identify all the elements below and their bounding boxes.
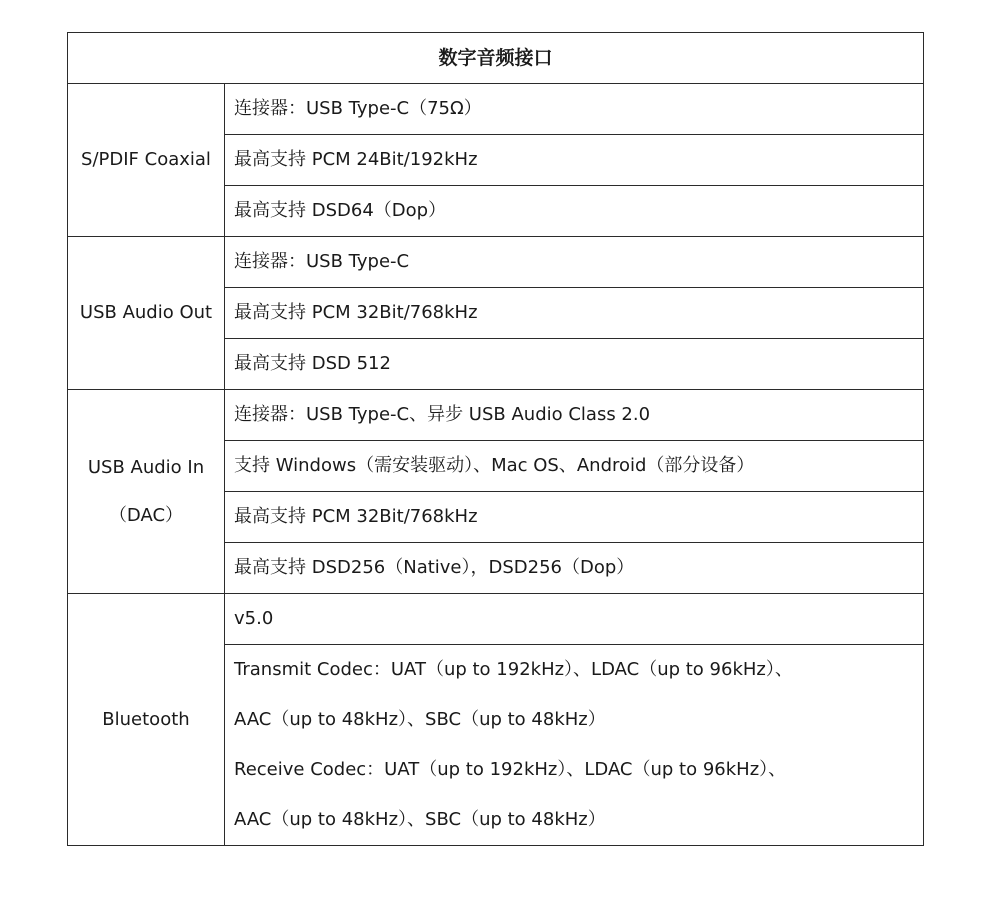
group-label-usb-out: USB Audio Out (68, 237, 225, 390)
usb-in-pcm: 最高支持 PCM 32Bit/768kHz (225, 492, 924, 543)
usb-out-pcm: 最高支持 PCM 32Bit/768kHz (225, 288, 924, 339)
table-title-row (68, 33, 924, 84)
spdif-pcm: 最高支持 PCM 24Bit/192kHz (225, 135, 924, 186)
spdif-connector: 连接器：USB Type-C（75Ω） (225, 84, 924, 135)
bluetooth-transmit-line-2: AAC（up to 48kHz）、SBC（up to 48kHz） (234, 709, 606, 730)
spdif-dsd: 最高支持 DSD64（Dop） (225, 186, 924, 237)
bluetooth-version: v5.0 (225, 594, 924, 645)
table-row (68, 594, 924, 645)
group-label-usb-in-name: USB Audio In (87, 456, 205, 478)
bluetooth-codecs (225, 645, 924, 846)
group-label-spdif: S/PDIF Coaxial (68, 84, 225, 237)
usb-in-dsd: 最高支持 DSD256（Native），DSD256（Dop） (225, 543, 924, 594)
group-label-bluetooth: Bluetooth (68, 594, 225, 846)
table-row (68, 84, 924, 135)
usb-out-dsd: 最高支持 DSD 512 (225, 339, 924, 390)
usb-in-connector: 连接器：USB Type-C、异步 USB Audio Class 2.0 (225, 390, 924, 441)
group-label-usb-in (68, 390, 225, 594)
table-row (68, 390, 924, 441)
spec-table (67, 32, 924, 846)
bluetooth-receive-line-1: Receive Codec：UAT（up to 192kHz）、LDAC（up to 96kHz）、 (234, 759, 787, 780)
usb-in-os-support: 支持 Windows（需安装驱动）、Mac OS、Android（部分设备） (225, 441, 924, 492)
usb-out-connector: 连接器：USB Type-C (225, 237, 924, 288)
bluetooth-receive-line-2: AAC（up to 48kHz）、SBC（up to 48kHz） (234, 809, 606, 830)
table-row (68, 237, 924, 288)
table-title: 数字音频接口 (68, 33, 924, 84)
group-label-usb-in-sub: （DAC） (108, 504, 184, 526)
bluetooth-transmit-line-1: Transmit Codec：UAT（up to 192kHz）、LDAC（up to 96kHz）、 (234, 659, 793, 680)
